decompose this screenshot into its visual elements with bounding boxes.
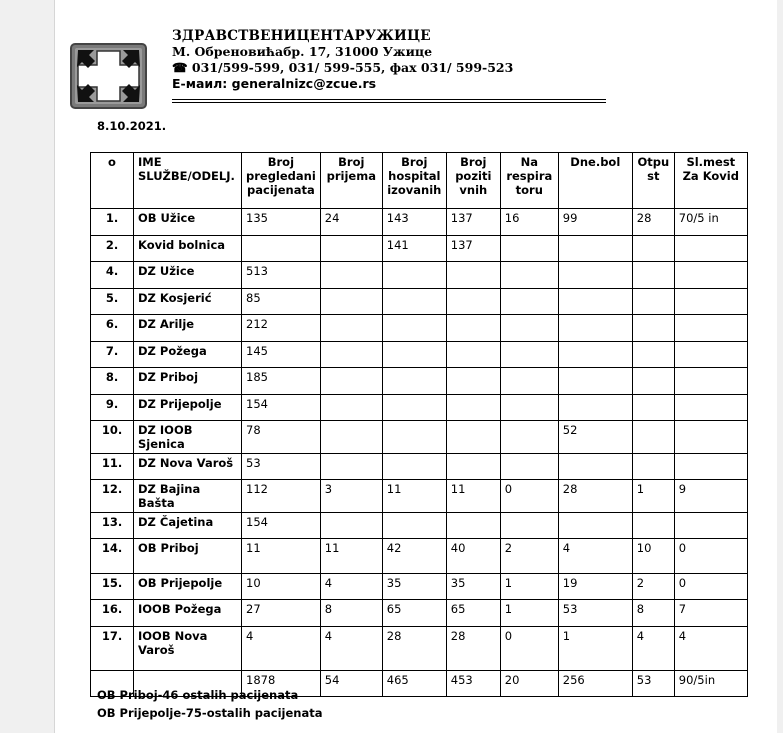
value-cell [674,395,747,421]
value-cell [674,454,747,480]
value-cell [674,368,747,395]
value-cell: 4 [242,627,321,671]
value-cell: 20 [500,671,558,697]
value-cell [500,315,558,342]
value-cell [320,289,382,315]
value-cell [674,289,747,315]
value-cell: 1 [558,627,632,671]
row-number-cell: 9. [91,395,134,421]
row-number-cell: 16. [91,600,134,627]
value-cell [382,289,446,315]
value-cell [382,454,446,480]
table-row [91,513,748,539]
value-cell [500,454,558,480]
department-name-cell: OB Užice [134,209,242,236]
table-row [91,262,748,289]
value-cell: 9 [674,480,747,513]
value-cell: 42 [382,539,446,574]
value-cell [674,342,747,368]
table-row [91,539,748,574]
value-cell: 0 [674,574,747,600]
value-cell [500,421,558,454]
value-cell: 53 [558,600,632,627]
statistics-table [90,152,748,697]
value-cell [446,513,500,539]
value-cell [382,262,446,289]
value-cell [320,513,382,539]
value-cell [382,315,446,342]
value-cell: 78 [242,421,321,454]
value-cell: 28 [446,627,500,671]
value-cell: 143 [382,209,446,236]
row-number-cell: 10. [91,421,134,454]
row-number-cell: 1. [91,209,134,236]
value-cell [632,513,674,539]
row-number-cell: 2. [91,236,134,262]
department-name-cell: DZ Arilje [134,315,242,342]
column-header: Dne.bol [558,153,632,209]
value-cell: 53 [632,671,674,697]
department-name-cell: DZ Kosjerić [134,289,242,315]
value-cell [320,236,382,262]
value-cell [446,395,500,421]
value-cell [500,236,558,262]
value-cell [500,368,558,395]
value-cell [558,513,632,539]
value-cell: 112 [242,480,321,513]
row-number-cell: 14. [91,539,134,574]
value-cell: 11 [242,539,321,574]
value-cell [632,315,674,342]
value-cell [446,262,500,289]
value-cell: 40 [446,539,500,574]
value-cell [320,454,382,480]
department-name-cell: DZ Požega [134,342,242,368]
value-cell: 154 [242,395,321,421]
value-cell: 154 [242,513,321,539]
row-number-cell: 6. [91,315,134,342]
value-cell [674,513,747,539]
value-cell [632,342,674,368]
value-cell [632,395,674,421]
value-cell [446,315,500,342]
table-row [91,454,748,480]
row-number-cell: 4. [91,262,134,289]
footnote: OB Prijepolje-75-ostalih pacijenata [97,706,323,720]
value-cell [446,421,500,454]
value-cell: 52 [558,421,632,454]
value-cell: 1 [500,574,558,600]
value-cell: 11 [320,539,382,574]
organization-phone: ☎ 031/599-599, 031/ 599-555, фах 031/ 599-523 [172,60,514,75]
value-cell: 0 [500,627,558,671]
value-cell [500,513,558,539]
department-name-cell: OB Prijepolje [134,574,242,600]
value-cell [558,236,632,262]
value-cell: 65 [382,600,446,627]
table-row [91,368,748,395]
value-cell: 27 [242,600,321,627]
value-cell [382,513,446,539]
column-header: Sl.mest Za Kovid [674,153,747,209]
value-cell: 35 [446,574,500,600]
column-header: Otpu st [632,153,674,209]
letterhead [172,28,513,92]
value-cell [674,236,747,262]
value-cell: 11 [382,480,446,513]
table-row [91,421,748,454]
value-cell [242,236,321,262]
table-row [91,480,748,513]
footnote: OB Priboj-46 ostalih pacijenata [97,688,299,702]
table-row [91,342,748,368]
department-name-cell: IOOB Požega [134,600,242,627]
value-cell [632,421,674,454]
value-cell [632,262,674,289]
value-cell [500,289,558,315]
page-right-margin [777,0,783,733]
value-cell: 8 [320,600,382,627]
value-cell: 16 [500,209,558,236]
value-cell [382,421,446,454]
value-cell [320,315,382,342]
value-cell: 4 [632,627,674,671]
value-cell: 19 [558,574,632,600]
value-cell: 0 [674,539,747,574]
value-cell: 465 [382,671,446,697]
value-cell [382,395,446,421]
value-cell [558,342,632,368]
value-cell: 28 [558,480,632,513]
value-cell: 4 [320,627,382,671]
value-cell [446,454,500,480]
table-header-row [91,153,748,209]
value-cell: 10 [242,574,321,600]
table-row [91,315,748,342]
column-header: Broj poziti vnih [446,153,500,209]
row-number-cell: 11. [91,454,134,480]
header-rule-top [172,99,606,100]
table-row [91,395,748,421]
table-body [91,209,748,697]
value-cell: 53 [242,454,321,480]
value-cell [558,262,632,289]
department-name-cell: DZ Bajina Bašta [134,480,242,513]
value-cell: 8 [632,600,674,627]
value-cell: 145 [242,342,321,368]
value-cell [320,262,382,289]
value-cell [558,454,632,480]
value-cell [446,368,500,395]
row-number-cell: 8. [91,368,134,395]
value-cell [632,368,674,395]
value-cell: 4 [558,539,632,574]
table-row [91,574,748,600]
row-number-cell: 7. [91,342,134,368]
department-name-cell: DZ IOOB Sjenica [134,421,242,454]
value-cell: 137 [446,236,500,262]
row-number-cell: 13. [91,513,134,539]
value-cell: 1 [500,600,558,627]
value-cell [320,421,382,454]
value-cell [320,368,382,395]
value-cell: 28 [382,627,446,671]
row-number-cell: 5. [91,289,134,315]
department-name-cell: DZ Nova Varoš [134,454,242,480]
table-row [91,600,748,627]
department-name-cell: DZ Priboj [134,368,242,395]
value-cell: 24 [320,209,382,236]
value-cell [382,368,446,395]
value-cell: 453 [446,671,500,697]
value-cell [320,395,382,421]
value-cell: 65 [446,600,500,627]
department-name-cell: OB Priboj [134,539,242,574]
value-cell: 3 [320,480,382,513]
value-cell: 85 [242,289,321,315]
department-name-cell: DZ Čajetina [134,513,242,539]
value-cell: 141 [382,236,446,262]
department-name-cell: Kovid bolnica [134,236,242,262]
value-cell [446,289,500,315]
value-cell: 4 [320,574,382,600]
value-cell: 54 [320,671,382,697]
value-cell: 212 [242,315,321,342]
value-cell: 1878 [242,671,321,697]
value-cell [558,315,632,342]
value-cell: 35 [382,574,446,600]
column-header: Broj pregledani pacijenata [242,153,321,209]
value-cell [558,395,632,421]
value-cell: 10 [632,539,674,574]
value-cell: 99 [558,209,632,236]
value-cell [674,315,747,342]
department-name-cell: DZ Prijepolje [134,395,242,421]
column-header: IME SLUŽBE/ODELJ. [134,153,242,209]
table-row [91,209,748,236]
value-cell [382,342,446,368]
department-name-cell: IOOB Nova Varoš [134,627,242,671]
value-cell: 185 [242,368,321,395]
value-cell: 256 [558,671,632,697]
value-cell: 2 [632,574,674,600]
department-name-cell: DZ Užice [134,262,242,289]
value-cell: 11 [446,480,500,513]
value-cell [446,342,500,368]
organization-email: Е-маил: generalnizc@zcue.rs [172,76,377,91]
value-cell: 28 [632,209,674,236]
column-header: Na respira toru [500,153,558,209]
row-number-cell: 15. [91,574,134,600]
column-header: Broj hospital izovanih [382,153,446,209]
health-center-logo [70,43,147,109]
column-header: Broj prijema [320,153,382,209]
table-row [91,627,748,671]
organization-address: М. Обреновићабр. 17, 31000 Ужице [172,44,433,59]
table-row [91,289,748,315]
footnotes [97,686,322,722]
value-cell [632,454,674,480]
row-number-cell: 17. [91,627,134,671]
table-row [91,236,748,262]
value-cell: 70/5 in [674,209,747,236]
value-cell [320,342,382,368]
value-cell [558,368,632,395]
value-cell [500,342,558,368]
value-cell: 4 [674,627,747,671]
value-cell [632,289,674,315]
row-number-cell: 12. [91,480,134,513]
value-cell [632,236,674,262]
column-header: o [91,153,134,209]
organization-name: ЗДРАВСТВЕНИЦЕНТАРУЖИЦЕ [172,28,431,44]
value-cell [674,262,747,289]
value-cell: 1 [632,480,674,513]
value-cell: 2 [500,539,558,574]
value-cell [558,289,632,315]
value-cell: 90/5in [674,671,747,697]
value-cell: 513 [242,262,321,289]
value-cell: 137 [446,209,500,236]
value-cell [500,395,558,421]
value-cell: 0 [500,480,558,513]
header-rule-bottom [172,102,606,103]
report-date: 8.10.2021. [97,119,167,133]
value-cell: 7 [674,600,747,627]
value-cell: 135 [242,209,321,236]
page-left-margin [0,0,55,733]
value-cell [674,421,747,454]
value-cell [500,262,558,289]
